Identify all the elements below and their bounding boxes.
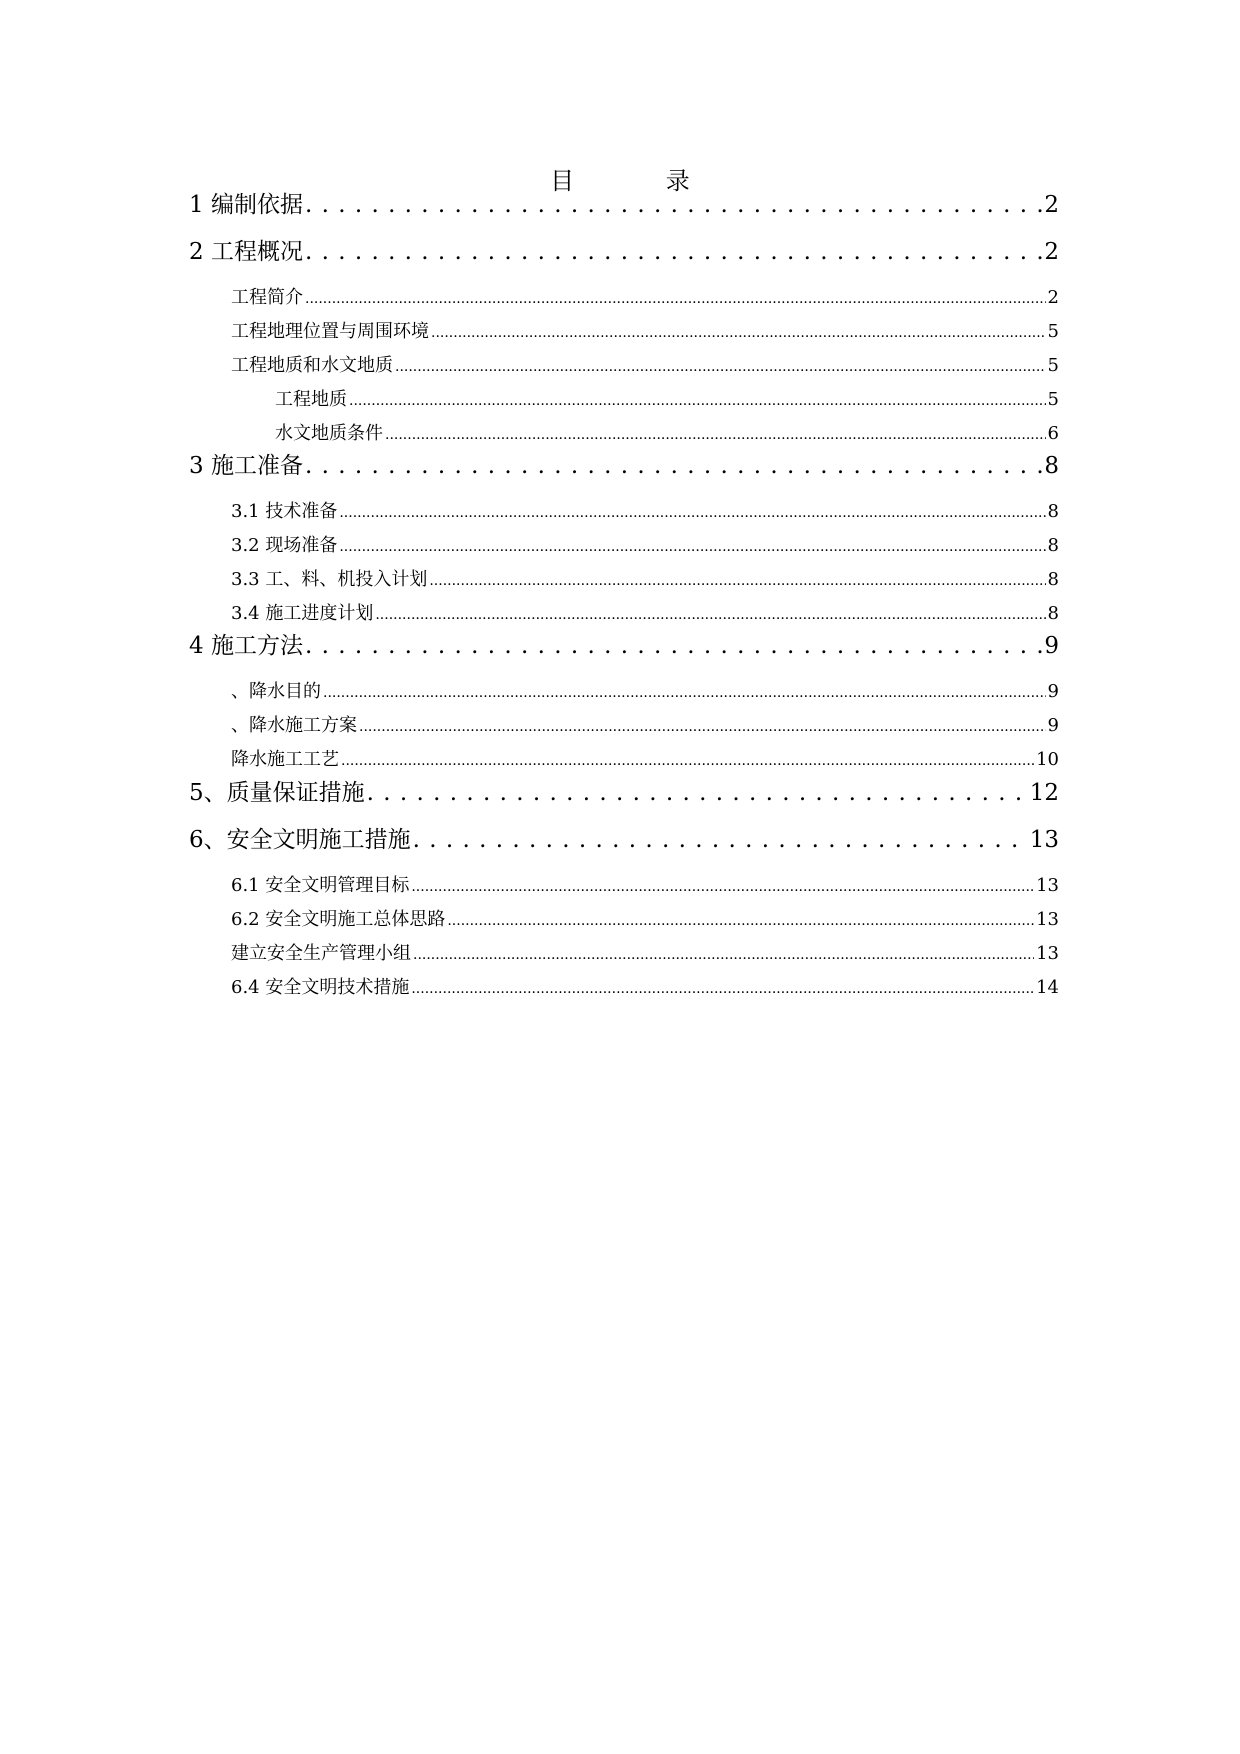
toc-entry[interactable] <box>189 908 1059 933</box>
toc-entry-label: 4 施工方法 <box>189 633 303 659</box>
toc-leader-dots <box>305 190 1042 220</box>
toc-entry-label: 水文地质条件 <box>275 423 383 444</box>
toc-entry-page: 8 <box>1047 603 1059 624</box>
toc-entry[interactable] <box>189 237 1059 267</box>
toc-entry-page: 14 <box>1036 977 1059 998</box>
toc-entry-page: 13 <box>1036 909 1059 930</box>
toc-entry-page: 12 <box>1029 780 1059 806</box>
toc-entry-page: 6 <box>1047 423 1059 444</box>
toc-entry[interactable] <box>189 874 1059 899</box>
toc-entry-label: 5、质量保证措施 <box>189 780 365 806</box>
toc-entry[interactable] <box>189 942 1059 967</box>
toc-leader-dots <box>305 451 1042 481</box>
toc-entry-label: 3.4 施工进度计划 <box>231 603 374 624</box>
toc-leader-dots <box>375 603 1045 627</box>
toc-entry-label: 、降水施工方案 <box>231 715 357 736</box>
toc-entry[interactable] <box>189 354 1059 379</box>
toc-leader-dots <box>339 535 1045 559</box>
toc-entry-page: 5 <box>1047 355 1059 376</box>
toc-entry-page: 5 <box>1047 389 1059 410</box>
toc-leader-dots <box>305 631 1042 661</box>
toc-entry-page: 8 <box>1047 501 1059 522</box>
toc-entry-label: 工程地质 <box>275 389 347 410</box>
toc-entry-label: 工程地理位置与周围环境 <box>231 321 429 342</box>
toc-entry-page: 2 <box>1047 287 1059 308</box>
toc-entry-label: 1 编制依据 <box>189 192 303 218</box>
toc-entry-page: 13 <box>1029 827 1059 853</box>
toc-leader-dots <box>413 825 1028 855</box>
toc-leader-dots <box>395 355 1046 379</box>
toc-entry[interactable] <box>189 534 1059 559</box>
toc-entry[interactable] <box>189 631 1059 661</box>
toc-entry[interactable] <box>189 602 1059 627</box>
toc-entry-page: 2 <box>1044 192 1059 218</box>
toc-entry[interactable] <box>189 825 1059 855</box>
toc-leader-dots <box>323 681 1046 705</box>
toc-entry[interactable] <box>189 451 1059 481</box>
toc-entry-label: 3 施工准备 <box>189 453 303 479</box>
toc-entry-label: 3.3 工、料、机投入计划 <box>231 569 428 590</box>
toc-leader-dots <box>431 321 1046 345</box>
toc-entry-page: 9 <box>1047 715 1059 736</box>
toc-entry[interactable] <box>189 286 1059 311</box>
toc-leader-dots <box>305 287 1046 311</box>
toc-entry[interactable] <box>189 388 1059 413</box>
toc-entry-page: 10 <box>1036 749 1059 770</box>
toc-entry-page: 5 <box>1047 321 1059 342</box>
toc-entry-label: 6.4 安全文明技术措施 <box>231 977 410 998</box>
toc-entry-page: 13 <box>1036 875 1059 896</box>
toc-leader-dots <box>411 977 1034 1001</box>
toc-leader-dots <box>429 569 1045 593</box>
toc-entry-page: 9 <box>1047 681 1059 702</box>
toc-entry-label: 6.2 安全文明施工总体思路 <box>231 909 446 930</box>
toc-entry[interactable] <box>189 190 1059 220</box>
toc-entry-page: 8 <box>1047 569 1059 590</box>
toc-leader-dots <box>447 909 1034 933</box>
toc-entry-label: 3.1 技术准备 <box>231 501 338 522</box>
toc-entry-label: 3.2 现场准备 <box>231 535 338 556</box>
toc-entry-page: 9 <box>1044 633 1059 659</box>
toc-entry[interactable] <box>189 748 1059 773</box>
toc-leader-dots <box>359 715 1046 739</box>
toc-entry-label: 6、安全文明施工措施 <box>189 827 411 853</box>
toc-entry-label: 工程地质和水文地质 <box>231 355 393 376</box>
toc-entry-page: 2 <box>1044 239 1059 265</box>
toc-entry[interactable] <box>189 778 1059 808</box>
toc-leader-dots <box>385 423 1046 447</box>
toc-entry-label: 降水施工工艺 <box>231 749 339 770</box>
toc-entry[interactable] <box>189 422 1059 447</box>
toc-entry[interactable] <box>189 568 1059 593</box>
toc-entry[interactable] <box>189 320 1059 345</box>
toc-entry-page: 8 <box>1047 535 1059 556</box>
toc-entry-page: 8 <box>1044 453 1059 479</box>
toc-leader-dots <box>305 237 1042 267</box>
toc-entry[interactable] <box>189 500 1059 525</box>
toc-title: 目 录 <box>550 167 732 195</box>
toc-leader-dots <box>339 501 1045 525</box>
toc-entry[interactable] <box>189 976 1059 1001</box>
toc-entry-label: 、降水目的 <box>231 681 321 702</box>
toc-leader-dots <box>411 875 1034 899</box>
toc-entry[interactable] <box>189 714 1059 739</box>
toc-entry[interactable] <box>189 680 1059 705</box>
toc-leader-dots <box>367 778 1028 808</box>
toc-entry-label: 建立安全生产管理小组 <box>231 943 411 964</box>
toc-leader-dots <box>349 389 1046 413</box>
toc-entry-label: 2 工程概况 <box>189 239 303 265</box>
toc-leader-dots <box>341 749 1034 773</box>
toc-entry-page: 13 <box>1036 943 1059 964</box>
toc-entry-label: 工程简介 <box>231 287 303 308</box>
toc-leader-dots <box>413 943 1034 967</box>
toc-entry-label: 6.1 安全文明管理目标 <box>231 875 410 896</box>
